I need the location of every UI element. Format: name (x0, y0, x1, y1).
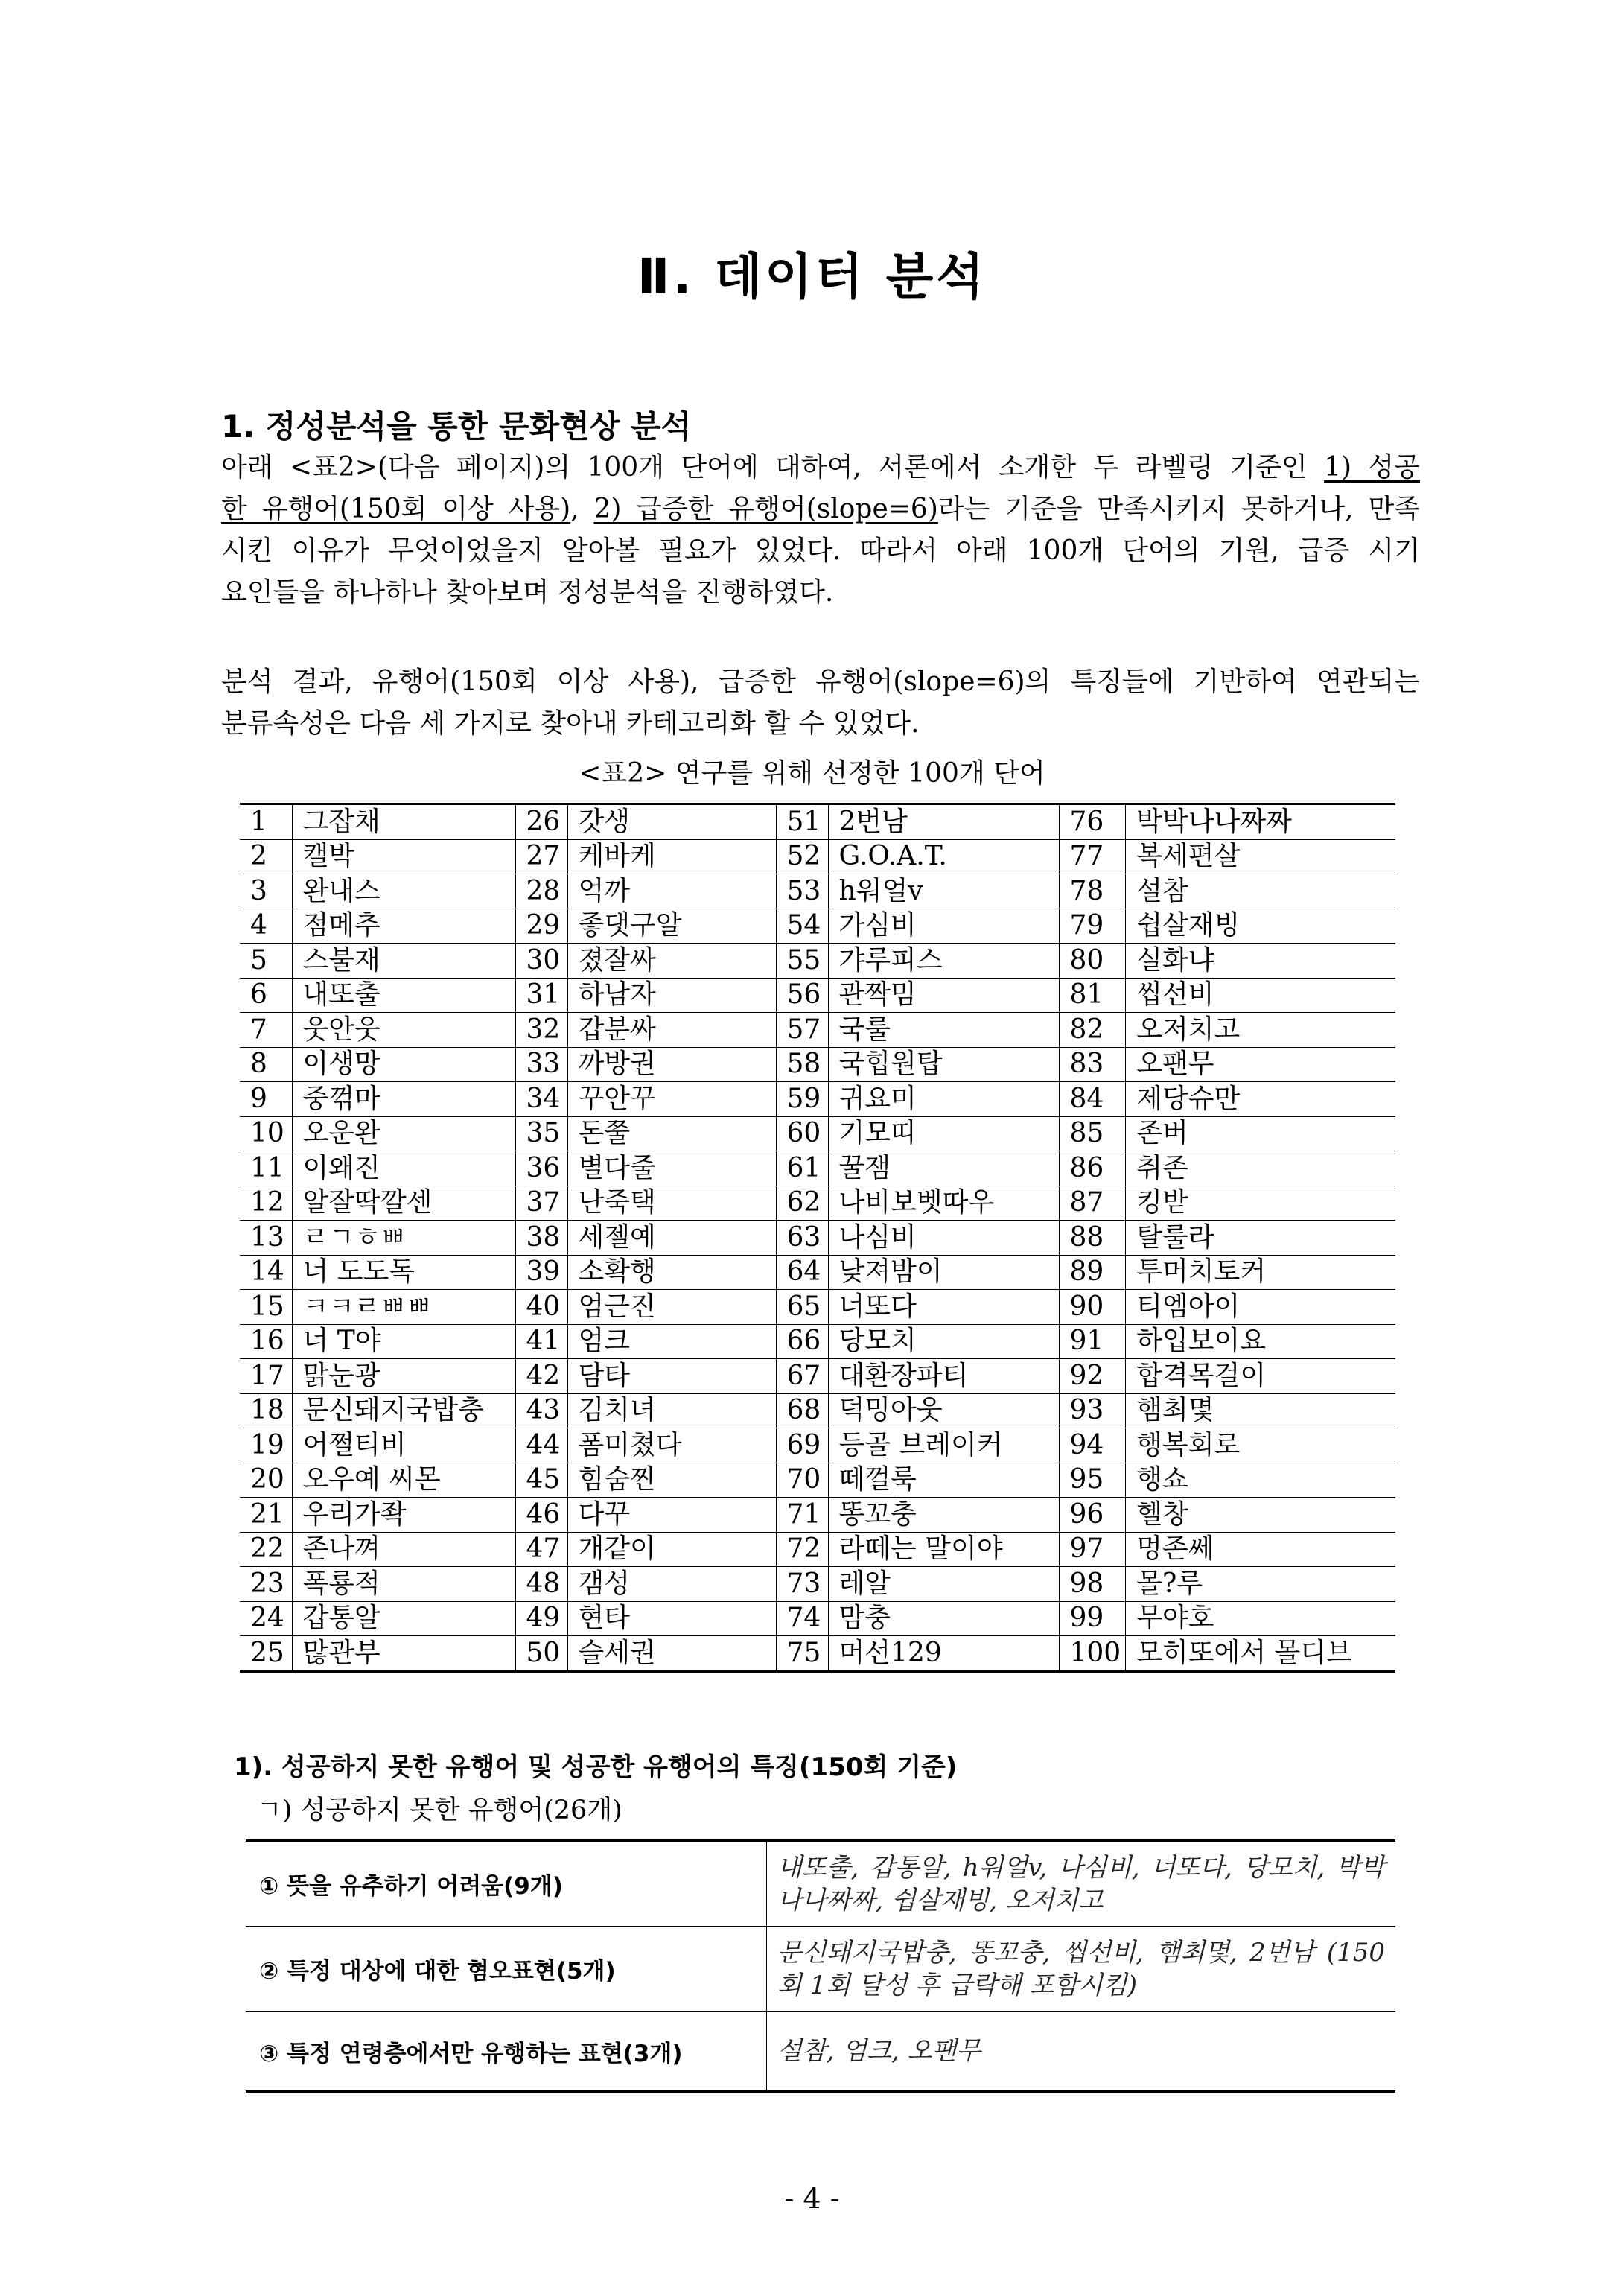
word-number: 30 (515, 944, 567, 979)
table-row (240, 1359, 1395, 1394)
table-row (240, 839, 1395, 874)
word-cell: 슬세권 (567, 1636, 776, 1672)
word-number: 53 (776, 874, 828, 909)
word-number: 99 (1059, 1601, 1126, 1636)
word-number: 48 (515, 1567, 567, 1602)
word-number: 56 (776, 978, 828, 1013)
word-cell: 가심비 (828, 909, 1059, 944)
word-number: 16 (240, 1324, 292, 1359)
word-number: 52 (776, 839, 828, 874)
word-number: 44 (515, 1428, 567, 1463)
word-number: 58 (776, 1047, 828, 1082)
table-row (240, 1290, 1395, 1325)
word-number: 67 (776, 1359, 828, 1394)
trait-examples: 설참, 엄크, 오팬무 (767, 2012, 1396, 2092)
word-number: 82 (1059, 1013, 1126, 1048)
word-cell: 머선129 (828, 1636, 1059, 1672)
word-cell: 갓생 (567, 804, 776, 840)
word-cell: 국힙원탑 (828, 1047, 1059, 1082)
word-cell: 점메추 (292, 909, 515, 944)
word-number: 55 (776, 944, 828, 979)
word-number: 20 (240, 1463, 292, 1498)
word-cell: G.O.A.T. (828, 839, 1059, 874)
word-cell: 꿀잼 (828, 1151, 1059, 1186)
word-number: 11 (240, 1151, 292, 1186)
word-number: 10 (240, 1116, 292, 1151)
word-cell: 등골 브레이커 (828, 1428, 1059, 1463)
word-cell: 투머치토커 (1126, 1255, 1395, 1290)
table-row (240, 1151, 1395, 1186)
word-number: 24 (240, 1601, 292, 1636)
word-cell: 그잡채 (292, 804, 515, 840)
word-cell: 엄크 (567, 1324, 776, 1359)
table-row (240, 874, 1395, 909)
table-row (240, 804, 1395, 840)
word-number: 9 (240, 1082, 292, 1117)
word-cell: 하남자 (567, 978, 776, 1013)
word-cell: 너 도도독 (292, 1255, 515, 1290)
word-number: 85 (1059, 1116, 1126, 1151)
word-number: 18 (240, 1393, 292, 1428)
word-number: 32 (515, 1013, 567, 1048)
word-number: 100 (1059, 1636, 1126, 1672)
word-list-body (240, 804, 1395, 1672)
word-cell: 갑통알 (292, 1601, 515, 1636)
word-number: 6 (240, 978, 292, 1013)
criterion-2-underlined: 2) 급증한 유행어(slope=6) (593, 494, 938, 524)
word-number: 3 (240, 874, 292, 909)
word-cell: 웃안웃 (292, 1013, 515, 1048)
trait-label: ③ 특정 연령층에서만 유행하는 표현(3개) (246, 2012, 767, 2092)
word-cell: 킹받 (1126, 1186, 1395, 1221)
word-number: 68 (776, 1393, 828, 1428)
word-cell: 세젤예 (567, 1221, 776, 1256)
word-cell: 맑눈광 (292, 1359, 515, 1394)
word-cell: 합격목걸이 (1126, 1359, 1395, 1394)
word-number: 42 (515, 1359, 567, 1394)
word-cell: 관짝밈 (828, 978, 1059, 1013)
word-cell: 갬성 (567, 1567, 776, 1602)
word-number: 72 (776, 1532, 828, 1567)
page-title: Ⅱ. 데이터 분석 (637, 248, 987, 305)
word-number: 40 (515, 1290, 567, 1325)
subsection-heading: 1). 성공하지 못한 유행어 및 성공한 유행어의 특징(150회 기준) (234, 1752, 958, 1782)
word-number: 90 (1059, 1290, 1126, 1325)
word-number: 47 (515, 1532, 567, 1567)
word-cell: 개같이 (567, 1532, 776, 1567)
word-cell: 맘충 (828, 1601, 1059, 1636)
word-cell: 별다줄 (567, 1151, 776, 1186)
word-number: 33 (515, 1047, 567, 1082)
paragraph-line: 요인들을 하나하나 찾아보며 정성분석을 진행하였다. (221, 577, 834, 608)
word-cell: 힘숨찐 (567, 1463, 776, 1498)
word-number: 60 (776, 1116, 828, 1151)
word-number: 35 (515, 1116, 567, 1151)
word-number: 13 (240, 1221, 292, 1256)
word-cell: 나비보벳따우 (828, 1186, 1059, 1221)
word-cell: 설참 (1126, 874, 1395, 909)
paragraph-line: 아래 <표2>(다음 페이지)의 100개 단어에 대하여, 서론에서 소개한 두 라벨링 기준인 1) 성공 (221, 452, 1420, 483)
word-number: 77 (1059, 839, 1126, 874)
word-number: 70 (776, 1463, 828, 1498)
word-number: 94 (1059, 1428, 1126, 1463)
paragraph-line: 시킨 이유가 무엇이었을지 알아볼 필요가 있었다. 따라서 아래 100개 단어의 기원, 급증 시기 (221, 535, 1420, 566)
word-number: 75 (776, 1636, 828, 1672)
word-cell: 케바케 (567, 839, 776, 874)
word-cell: 박박나나짜짜 (1126, 804, 1395, 840)
word-cell: 제당슈만 (1126, 1082, 1395, 1117)
word-cell: 취존 (1126, 1151, 1395, 1186)
word-number: 43 (515, 1393, 567, 1428)
page-number: - 4 - (784, 2182, 840, 2215)
trait-row (246, 2012, 1395, 2092)
word-cell: 오팬무 (1126, 1047, 1395, 1082)
word-number: 65 (776, 1290, 828, 1325)
word-cell: 행복회로 (1126, 1428, 1395, 1463)
word-cell: 폼미쳤다 (567, 1428, 776, 1463)
table-row (240, 1567, 1395, 1602)
table-row (240, 1047, 1395, 1082)
word-number: 14 (240, 1255, 292, 1290)
word-number: 8 (240, 1047, 292, 1082)
word-cell: 귀요미 (828, 1082, 1059, 1117)
word-cell: 하입보이요 (1126, 1324, 1395, 1359)
table-row (240, 1636, 1395, 1672)
table-row (240, 1393, 1395, 1428)
word-number: 54 (776, 909, 828, 944)
word-cell: 담타 (567, 1359, 776, 1394)
word-cell: 오운완 (292, 1116, 515, 1151)
word-number: 66 (776, 1324, 828, 1359)
word-cell: 모히또에서 몰디브 (1126, 1636, 1395, 1672)
word-number: 36 (515, 1151, 567, 1186)
table-caption: <표2> 연구를 위해 선정한 100개 단어 (579, 758, 1045, 789)
word-number: 29 (515, 909, 567, 944)
word-cell: 탈룰라 (1126, 1221, 1395, 1256)
table-row (240, 1116, 1395, 1151)
trait-row (246, 1927, 1395, 2012)
word-number: 5 (240, 944, 292, 979)
table-row (240, 1601, 1395, 1636)
word-cell: 라떼는 말이야 (828, 1532, 1059, 1567)
paragraph-line: 한 유행어(150회 이상 사용), 2) 급증한 유행어(slope=6)라는 기준을 만족시키지 못하거나, 만족 (221, 494, 1420, 524)
word-cell: 돈쭐 (567, 1116, 776, 1151)
word-cell: 헬창 (1126, 1498, 1395, 1533)
analysis-paragraph (221, 661, 1420, 745)
word-cell: 꾸안꾸 (567, 1082, 776, 1117)
word-cell: 복세편살 (1126, 839, 1395, 874)
word-cell: 무야호 (1126, 1601, 1395, 1636)
word-cell: 까방권 (567, 1047, 776, 1082)
word-number: 86 (1059, 1151, 1126, 1186)
word-cell: 오우예 씨몬 (292, 1463, 515, 1498)
word-number: 93 (1059, 1393, 1126, 1428)
word-number: 78 (1059, 874, 1126, 909)
word-number: 41 (515, 1324, 567, 1359)
subsection-subheading: ㄱ) 성공하지 못한 유행어(26개) (257, 1796, 622, 1825)
word-cell: 문신돼지국밥충 (292, 1393, 515, 1428)
word-number: 4 (240, 909, 292, 944)
word-cell: 억까 (567, 874, 776, 909)
table-row (240, 1463, 1395, 1498)
criterion-1-underlined: 1) 성공 (1324, 452, 1420, 483)
word-cell: 쉽살재빙 (1126, 909, 1395, 944)
word-cell: 대환장파티 (828, 1359, 1059, 1394)
trait-examples: 내또출, 갑통알, h워얼v, 나심비, 너또다, 당모치, 박박나나짜짜, 쉽살재빙, 오저치고 (767, 1841, 1396, 1927)
word-list-table (240, 803, 1395, 1673)
word-cell: 존나껴 (292, 1532, 515, 1567)
word-cell: 당모치 (828, 1324, 1059, 1359)
word-number: 38 (515, 1221, 567, 1256)
word-number: 49 (515, 1601, 567, 1636)
trait-examples: 문신돼지국밥충, 똥꼬충, 씹선비, 햄최몇, 2번남 (150회 1회 달성 후 급락해 포함시킴) (767, 1927, 1396, 2012)
word-cell: 갸루피스 (828, 944, 1059, 979)
word-cell: 햄최몇 (1126, 1393, 1395, 1428)
word-number: 39 (515, 1255, 567, 1290)
table-row (240, 1324, 1395, 1359)
word-cell: 너 T야 (292, 1324, 515, 1359)
word-number: 46 (515, 1498, 567, 1533)
word-cell: 멍존쎄 (1126, 1532, 1395, 1567)
word-number: 15 (240, 1290, 292, 1325)
word-number: 17 (240, 1359, 292, 1394)
word-number: 2 (240, 839, 292, 874)
word-number: 25 (240, 1636, 292, 1672)
word-number: 83 (1059, 1047, 1126, 1082)
section-heading: 1. 정성분석을 통한 문화현상 분석 (221, 408, 692, 445)
word-number: 79 (1059, 909, 1126, 944)
word-cell: 존버 (1126, 1116, 1395, 1151)
word-number: 27 (515, 839, 567, 874)
word-cell: ㄹㄱㅎㅃ (292, 1221, 515, 1256)
table-row (240, 944, 1395, 979)
word-number: 96 (1059, 1498, 1126, 1533)
word-cell: 행쇼 (1126, 1463, 1395, 1498)
table-row (240, 1498, 1395, 1533)
word-number: 97 (1059, 1532, 1126, 1567)
word-cell: 티엠아이 (1126, 1290, 1395, 1325)
word-cell: ㅋㅋㄹㅃㅃ (292, 1290, 515, 1325)
word-number: 95 (1059, 1463, 1126, 1498)
word-cell: 어쩔티비 (292, 1428, 515, 1463)
word-number: 21 (240, 1498, 292, 1533)
word-number: 74 (776, 1601, 828, 1636)
word-cell: 갑분싸 (567, 1013, 776, 1048)
word-cell: 내또출 (292, 978, 515, 1013)
word-cell: 씹선비 (1126, 978, 1395, 1013)
intro-paragraph (221, 447, 1420, 614)
word-number: 22 (240, 1532, 292, 1567)
word-cell: 덕밍아웃 (828, 1393, 1059, 1428)
word-cell: 난죽택 (567, 1186, 776, 1221)
word-number: 84 (1059, 1082, 1126, 1117)
word-cell: 좋댓구알 (567, 909, 776, 944)
word-cell: 똥꼬충 (828, 1498, 1059, 1533)
word-cell: 나심비 (828, 1221, 1059, 1256)
word-number: 87 (1059, 1186, 1126, 1221)
word-cell: 알잘딱깔센 (292, 1186, 515, 1221)
word-number: 7 (240, 1013, 292, 1048)
table-row (240, 1013, 1395, 1048)
word-number: 91 (1059, 1324, 1126, 1359)
word-cell: 소확행 (567, 1255, 776, 1290)
word-number: 98 (1059, 1567, 1126, 1602)
word-cell: 낮져밤이 (828, 1255, 1059, 1290)
table-row (240, 1221, 1395, 1256)
table-row (240, 1255, 1395, 1290)
word-cell: 이생망 (292, 1047, 515, 1082)
table-row (240, 1428, 1395, 1463)
word-cell: 졌잘싸 (567, 944, 776, 979)
word-number: 1 (240, 804, 292, 840)
word-number: 19 (240, 1428, 292, 1463)
word-number: 26 (515, 804, 567, 840)
word-cell: 엄근진 (567, 1290, 776, 1325)
word-number: 89 (1059, 1255, 1126, 1290)
word-number: 62 (776, 1186, 828, 1221)
word-number: 80 (1059, 944, 1126, 979)
word-cell: 캘박 (292, 839, 515, 874)
word-cell: 오저치고 (1126, 1013, 1395, 1048)
word-cell: 국룰 (828, 1013, 1059, 1048)
word-number: 92 (1059, 1359, 1126, 1394)
word-cell: 다꾸 (567, 1498, 776, 1533)
paragraph-line: 분석 결과, 유행어(150회 이상 사용), 급증한 유행어(slope=6)의 특징들에 기반하여 연관되는 (221, 667, 1420, 697)
word-cell: 폭룡적 (292, 1567, 515, 1602)
table-row (240, 1186, 1395, 1221)
word-number: 59 (776, 1082, 828, 1117)
paragraph-line: 분류속성은 다음 세 가지로 찾아내 카테고리화 할 수 있었다. (221, 708, 920, 739)
word-cell: h워얼v (828, 874, 1059, 909)
word-cell: 많관부 (292, 1636, 515, 1672)
word-cell: 몰?루 (1126, 1567, 1395, 1602)
trait-label: ② 특정 대상에 대한 혐오표현(5개) (246, 1927, 767, 2012)
table-row (240, 1532, 1395, 1567)
word-number: 88 (1059, 1221, 1126, 1256)
word-cell: 2번남 (828, 804, 1059, 840)
word-number: 34 (515, 1082, 567, 1117)
word-number: 12 (240, 1186, 292, 1221)
word-cell: 김치녀 (567, 1393, 776, 1428)
trait-label: ① 뜻을 유추하기 어려움(9개) (246, 1841, 767, 1927)
word-cell: 기모띠 (828, 1116, 1059, 1151)
word-cell: 우리가좍 (292, 1498, 515, 1533)
word-number: 37 (515, 1186, 567, 1221)
word-cell: 현타 (567, 1601, 776, 1636)
table-row (240, 909, 1395, 944)
word-number: 71 (776, 1498, 828, 1533)
word-number: 81 (1059, 978, 1126, 1013)
word-number: 76 (1059, 804, 1126, 840)
word-number: 31 (515, 978, 567, 1013)
word-number: 51 (776, 804, 828, 840)
word-cell: 완내스 (292, 874, 515, 909)
word-number: 69 (776, 1428, 828, 1463)
word-cell: 이왜진 (292, 1151, 515, 1186)
word-number: 28 (515, 874, 567, 909)
word-cell: 스불재 (292, 944, 515, 979)
table-row (240, 978, 1395, 1013)
word-cell: 떼껄룩 (828, 1463, 1059, 1498)
word-number: 50 (515, 1636, 567, 1672)
word-number: 23 (240, 1567, 292, 1602)
word-number: 57 (776, 1013, 828, 1048)
table-row (240, 1082, 1395, 1117)
word-number: 61 (776, 1151, 828, 1186)
word-cell: 중꺾마 (292, 1082, 515, 1117)
word-number: 63 (776, 1221, 828, 1256)
word-cell: 너또다 (828, 1290, 1059, 1325)
word-number: 45 (515, 1463, 567, 1498)
word-number: 73 (776, 1567, 828, 1602)
word-cell: 실화냐 (1126, 944, 1395, 979)
traits-table (246, 1839, 1395, 2093)
trait-row (246, 1841, 1395, 1927)
criterion-1-underlined: 한 유행어(150회 이상 사용) (221, 494, 571, 524)
word-cell: 레알 (828, 1567, 1059, 1602)
word-number: 64 (776, 1255, 828, 1290)
